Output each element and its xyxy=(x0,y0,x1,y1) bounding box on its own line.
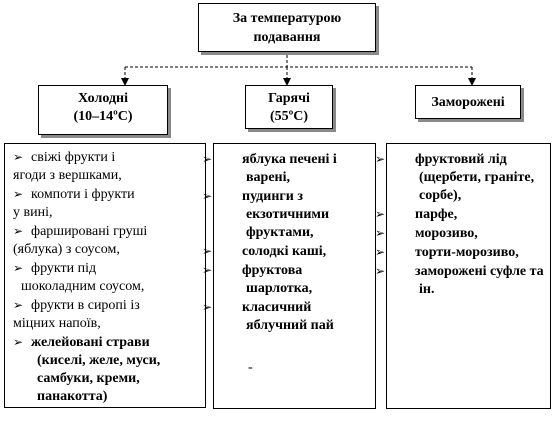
category-hot xyxy=(245,85,333,129)
category-hot-temperature: (55ºС) xyxy=(269,109,309,124)
list-item: ➢ торти-морозиво, xyxy=(375,245,519,260)
list-item: ➢ фрукти під xyxy=(13,261,97,276)
list-item: (яблука) з соусом, xyxy=(13,242,120,257)
category-cold-temperature: (10–14ºС) xyxy=(73,109,133,124)
list-item: ➢ фрукти в сиропі із xyxy=(13,298,140,313)
category-cold-label: Холодні xyxy=(78,91,128,106)
arrow-bullet-icon: ➢ xyxy=(375,264,386,278)
list-item: ➢ парфе, xyxy=(375,207,458,222)
frozen-items-list xyxy=(375,143,551,409)
hot-items-list xyxy=(202,143,376,409)
list-item: ➢ желейовані страви xyxy=(13,335,150,350)
arrow-bullet-icon: ➢ xyxy=(375,152,386,166)
list-item: ➢ морозиво, xyxy=(375,226,478,241)
arrow-bullet-icon: ➢ xyxy=(202,263,213,277)
arrow-bullet-icon: ➢ xyxy=(13,335,24,349)
list-item: ➢ фаршировані груші xyxy=(13,224,148,239)
arrow-bullet-icon: ➢ xyxy=(13,298,24,312)
list-item: ➢ заморожені суфле та ін. xyxy=(375,264,544,297)
list-item: ➢ класичний яблучний пай xyxy=(202,300,334,333)
arrow-bullet-icon: ➢ xyxy=(202,152,213,166)
cold-items-list xyxy=(4,143,206,408)
title-line-2: подавання xyxy=(253,30,321,45)
arrow-bullet-icon: ➢ xyxy=(13,150,24,164)
arrow-bullet-icon: ➢ xyxy=(202,300,213,314)
list-item: у вині, xyxy=(13,205,53,220)
list-item: (киселі, желе, муси, xyxy=(37,353,161,368)
trailing-dash: - xyxy=(248,360,253,375)
title-line-1: За температурою xyxy=(232,11,342,26)
list-item: ➢ фруктова шарлотка, xyxy=(202,263,313,296)
arrow-bullet-icon: ➢ xyxy=(202,244,213,258)
arrow-bullet-icon: ➢ xyxy=(202,189,213,203)
list-item: ягоди з вершками, xyxy=(13,168,122,183)
list-item: ➢ фруктовий лід (щербети, граніте, сорбе), xyxy=(375,152,535,203)
list-item: ➢ солодкі каші, xyxy=(202,244,327,259)
list-item: панакотта) xyxy=(37,389,108,404)
arrow-bullet-icon: ➢ xyxy=(13,261,24,275)
list-item: шоколадним соусом, xyxy=(21,279,145,294)
list-item: самбуки, креми, xyxy=(37,371,140,386)
list-item: ➢ компоти і фрукти xyxy=(13,187,135,202)
category-frozen-label: Заморожені xyxy=(431,95,505,110)
category-cold xyxy=(38,85,168,135)
list-item: ➢ свіжі фрукти і xyxy=(13,150,116,165)
list-item: ➢ пудинги з екзотичними фруктами, xyxy=(202,189,330,240)
list-item: міцних напоїв, xyxy=(13,316,101,331)
category-hot-label: Гарячі xyxy=(268,91,310,106)
list-item: ➢ яблука печені і варені, xyxy=(202,152,337,185)
category-frozen xyxy=(415,85,521,119)
arrow-bullet-icon: ➢ xyxy=(375,226,386,240)
arrow-bullet-icon: ➢ xyxy=(13,187,24,201)
arrow-bullet-icon: ➢ xyxy=(13,224,24,238)
title-box xyxy=(198,3,376,52)
arrow-bullet-icon: ➢ xyxy=(375,207,386,221)
arrow-bullet-icon: ➢ xyxy=(375,245,386,259)
